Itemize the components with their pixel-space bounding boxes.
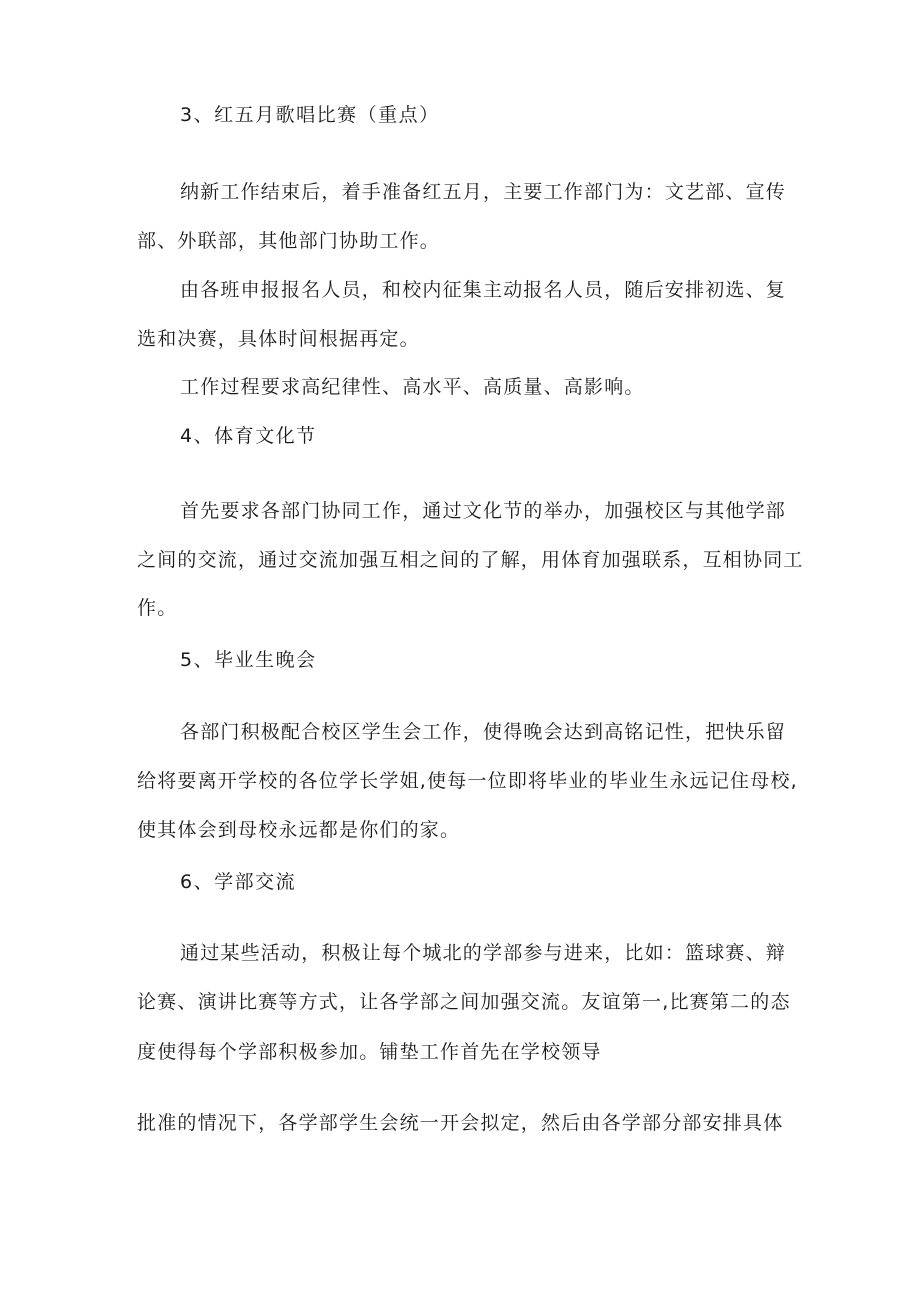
paragraph-line: 选和决赛，具体时间根据再定。 [137, 328, 420, 350]
paragraph-line: 各部门积极配合校区学生会工作，使得晚会达到高铭记性，把快乐留 [180, 721, 787, 743]
paragraph-line: 之间的交流，通过交流加强互相之间的了解，用体育加强联系，互相协同工 [137, 549, 804, 571]
section-heading-5: 5、毕业生晚会 [180, 649, 317, 671]
paragraph-line: 给将要离开学校的各位学长学姐,使每一位即将毕业的毕业生永远记住母校, [137, 770, 798, 792]
section-heading-3: 3、红五月歌唱比赛（重点） [180, 104, 440, 126]
paragraph-line: 论赛、演讲比赛等方式，让各学部之间加强交流。友谊第一,比赛第二的态 [137, 991, 791, 1013]
section-heading-6: 6、学部交流 [180, 871, 297, 893]
paragraph-line: 度使得每个学部积极参加。铺垫工作首先在学校领导 [137, 1041, 602, 1063]
paragraph-line: 首先要求各部门协同工作，通过文化节的举办，加强校区与其他学部 [180, 500, 787, 522]
paragraph-line: 作。 [137, 597, 178, 619]
paragraph-line: 工作过程要求高纪律性、高水平、高质量、高影响。 [180, 376, 645, 398]
paragraph-line: 通过某些活动，积极让每个城北的学部参与进来，比如：篮球赛、辩 [180, 942, 787, 964]
paragraph-line: 使其体会到母校永远都是你们的家。 [137, 819, 461, 841]
paragraph-line: 由各班申报报名人员，和校内征集主动报名人员，随后安排初选、复 [180, 279, 787, 301]
paragraph-line: 部、外联部，其他部门协助工作。 [137, 230, 441, 252]
section-heading-4: 4、体育文化节 [180, 425, 317, 447]
paragraph-line: 纳新工作结束后，着手准备红五月，主要工作部门为：文艺部、宣传 [180, 181, 787, 203]
paragraph-line: 批准的情况下，各学部学生会统一开会拟定，然后由各学部分部安排具体 [137, 1112, 784, 1134]
